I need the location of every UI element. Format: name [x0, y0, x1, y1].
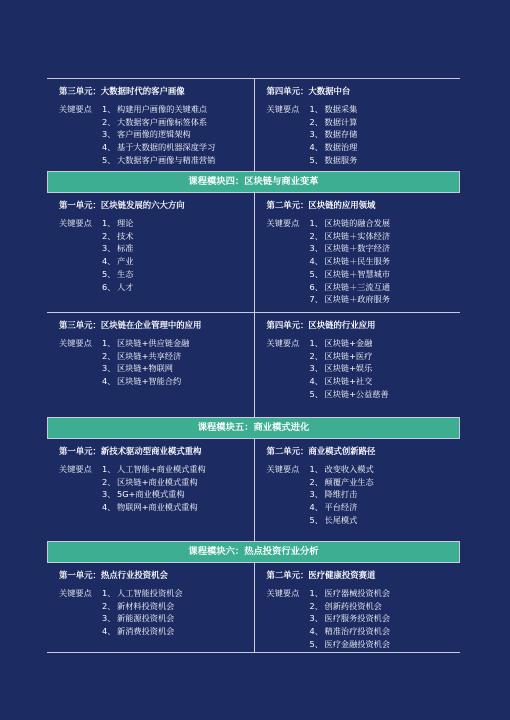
list-item-number: 1、 [102, 104, 116, 114]
list-item-text: 医疗服务投资机会 [324, 613, 391, 624]
list-item-text: 区块链+共享经济 [117, 350, 182, 361]
list-item-number: 4、 [102, 376, 116, 387]
list-item-number: 5、 [309, 268, 323, 279]
list-item-text: 区块链+公益慈善 [324, 388, 389, 399]
key-points-list [310, 103, 461, 167]
list-item-number: 5、 [309, 514, 323, 525]
list-item [310, 242, 461, 255]
list-item [102, 281, 254, 294]
list-item [310, 501, 461, 514]
list-item [310, 230, 461, 243]
list-item [102, 141, 254, 154]
list-item [310, 375, 461, 388]
list-item-text: 颠覆产业生态 [324, 476, 374, 487]
list-item [310, 362, 461, 375]
list-item-number: 2、 [102, 230, 116, 241]
list-item [310, 350, 461, 363]
list-item-text: 技术 [117, 230, 134, 241]
list-item-text: 人才 [117, 281, 134, 292]
list-item-number: 3、 [309, 243, 323, 254]
module-title: 课程模块四：区块链与商业变革 [47, 172, 460, 192]
list-item-number: 6、 [102, 281, 116, 292]
list-item [310, 281, 461, 294]
list-item-number: 1、 [309, 588, 323, 598]
list-item-number: 5、 [309, 154, 323, 165]
unit-title: 第三单元：区块链在企业管理中的应用 [59, 320, 202, 330]
list-item-text: 区块链＋实体经济 [324, 230, 391, 241]
list-item-text: 区块链+社交 [324, 376, 373, 387]
key-points-list [310, 463, 461, 527]
list-item-number: 1、 [102, 218, 116, 228]
list-item [102, 362, 254, 375]
list-item [310, 337, 461, 350]
list-item-text: 数据服务 [324, 154, 358, 165]
unit-title: 第二单元：医疗健康投资赛道 [266, 570, 376, 580]
unit-row [47, 78, 460, 172]
list-item-text: 生态 [117, 268, 134, 279]
list-item [310, 128, 461, 141]
key-points-list [102, 217, 254, 293]
list-item [310, 103, 461, 116]
list-item-number: 7、 [309, 294, 323, 305]
list-item-number: 3、 [102, 243, 116, 254]
list-item-number: 4、 [102, 502, 116, 513]
unit-cell [254, 439, 461, 541]
list-item-text: 区块链+娱乐 [324, 363, 373, 374]
list-item-text: 大数据客户画像标签体系 [117, 116, 208, 127]
key-points-label: 关键要点 [266, 338, 300, 348]
key-points-label: 关键要点 [59, 338, 92, 348]
list-item-text: 客户画像的逻辑架构 [117, 129, 191, 140]
list-item-number: 5、 [102, 268, 116, 279]
list-item-text: 精准治疗投资机会 [324, 626, 391, 637]
list-item-number: 3、 [309, 613, 323, 624]
unit-row [47, 313, 460, 418]
list-item [310, 587, 461, 600]
list-item-number: 4、 [309, 626, 323, 637]
unit-title: 第一单元：热点行业投资机会 [59, 570, 168, 580]
list-item-number: 1、 [309, 104, 323, 114]
list-item-text: 标准 [117, 243, 134, 254]
list-item-text: 物联网+商业模式重构 [117, 502, 198, 513]
list-item-number: 2、 [309, 230, 323, 241]
unit-cell [47, 439, 254, 541]
list-item [102, 375, 254, 388]
list-item-number: 1、 [309, 464, 323, 474]
list-item-text: 区块链+医疗 [324, 350, 373, 361]
list-item [102, 103, 254, 116]
list-item [102, 255, 254, 268]
key-points-label: 关键要点 [266, 588, 300, 598]
list-item-number: 4、 [102, 626, 116, 637]
list-item-number: 3、 [102, 613, 116, 624]
list-item-text: 数据治理 [324, 142, 358, 153]
list-item [310, 514, 461, 527]
list-item-text: 数据计算 [324, 116, 358, 127]
list-item-number: 2、 [309, 116, 323, 127]
list-item [310, 612, 461, 625]
list-item [310, 141, 461, 154]
list-item-number: 4、 [309, 502, 323, 513]
unit-title: 第二单元：商业模式创新路径 [266, 446, 376, 456]
list-item-text: 产业 [117, 256, 134, 267]
list-item-number: 3、 [102, 129, 116, 140]
list-item-text: 区块链＋数字经济 [324, 243, 391, 254]
list-item-number: 3、 [309, 489, 323, 500]
list-item-text: 区块链＋政府服务 [324, 294, 391, 305]
list-item-text: 医疗器械投资机会 [324, 588, 391, 598]
list-item [310, 255, 461, 268]
list-item [310, 638, 461, 651]
list-item-text: 区块链＋民生服务 [324, 256, 391, 267]
list-item-text: 区块链+供应链金融 [117, 338, 190, 348]
list-item-number: 4、 [102, 142, 116, 153]
key-points-label: 关键要点 [266, 104, 300, 114]
list-item-number: 2、 [309, 476, 323, 487]
unit-cell [47, 193, 254, 312]
list-item-number: 1、 [309, 338, 323, 348]
list-item-text: 大数据客户画像与精准营销 [117, 154, 216, 165]
list-item-number: 3、 [309, 129, 323, 140]
list-item [102, 154, 254, 167]
list-item [310, 388, 461, 401]
list-item-text: 区块链+金融 [324, 338, 373, 348]
list-item-number: 3、 [102, 363, 116, 374]
list-item-number: 2、 [102, 600, 116, 611]
key-points-list [310, 337, 461, 401]
list-item-text: 人工智能+商业模式重构 [117, 464, 206, 474]
unit-cell [47, 563, 254, 652]
list-item [310, 600, 461, 613]
list-item [102, 463, 254, 476]
unit-row [47, 438, 460, 542]
unit-cell [254, 79, 461, 171]
list-item-number: 1、 [102, 338, 116, 348]
unit-title: 第四单元：区块链的行业应用 [266, 320, 376, 330]
list-item-number: 4、 [309, 256, 323, 267]
list-item [310, 217, 461, 230]
list-item-number: 5、 [102, 154, 116, 165]
list-item-number: 2、 [102, 350, 116, 361]
list-item [102, 128, 254, 141]
key-points-label: 关键要点 [59, 218, 92, 228]
list-item-text: 改变收入模式 [324, 464, 374, 474]
list-item-number: 2、 [309, 350, 323, 361]
list-item-number: 4、 [309, 142, 323, 153]
list-item-number: 1、 [102, 588, 116, 598]
list-item-number: 3、 [102, 489, 116, 500]
list-item [310, 293, 461, 306]
list-item [102, 217, 254, 230]
list-item [102, 116, 254, 129]
list-item-number: 1、 [102, 464, 116, 474]
list-item [102, 612, 254, 625]
list-item [102, 350, 254, 363]
list-item [102, 242, 254, 255]
list-item-number: 5、 [309, 638, 323, 649]
list-item [310, 116, 461, 129]
module-title: 课程模块五：商业模式进化 [47, 418, 460, 438]
list-item [310, 463, 461, 476]
list-item-text: 区块链+智能合约 [117, 376, 182, 387]
list-item [102, 501, 254, 514]
list-item-text: 降维打击 [324, 489, 358, 500]
list-item-text: 人工智能投资机会 [117, 588, 183, 598]
list-item-number: 5、 [309, 388, 323, 399]
list-item-text: 新能源投资机会 [117, 613, 175, 624]
list-item [310, 476, 461, 489]
unit-title: 第三单元：大数据时代的客户画像 [59, 86, 185, 96]
list-item-number: 1、 [309, 218, 323, 228]
list-item [310, 488, 461, 501]
unit-title: 第一单元：区块链发展的六大方向 [59, 200, 185, 210]
list-item-text: 区块链＋三流互通 [324, 281, 391, 292]
list-item-text: 新消费投资机会 [117, 626, 175, 637]
unit-cell [47, 313, 254, 417]
unit-cell [47, 79, 254, 171]
key-points-list [102, 103, 254, 167]
list-item-number: 2、 [309, 600, 323, 611]
module-title: 课程模块六：热点投资行业分析 [47, 542, 460, 562]
key-points-label: 关键要点 [59, 104, 92, 114]
list-item-number: 3、 [309, 363, 323, 374]
key-points-list [102, 587, 254, 638]
list-item [310, 625, 461, 638]
unit-row [47, 192, 460, 313]
list-item-text: 区块链的融合发展 [324, 218, 391, 228]
list-item-text: 区块链+物联网 [117, 363, 173, 374]
list-item-text: 理论 [117, 218, 134, 228]
key-points-label: 关键要点 [59, 464, 92, 474]
key-points-list [310, 217, 461, 306]
list-item-text: 5G+商业模式重构 [117, 489, 185, 500]
list-item-text: 区块链+商业模式重构 [117, 476, 198, 487]
list-item [310, 154, 461, 167]
key-points-list [102, 463, 254, 514]
list-item [102, 625, 254, 638]
list-item [102, 600, 254, 613]
list-item [102, 268, 254, 281]
key-points-label: 关键要点 [266, 464, 300, 474]
list-item [102, 476, 254, 489]
key-points-label: 关键要点 [266, 218, 300, 228]
unit-cell [254, 193, 461, 312]
list-item-text: 构建用户画像的关键难点 [117, 104, 208, 114]
list-item-number: 2、 [102, 476, 116, 487]
unit-title: 第四单元：大数据中台 [266, 86, 351, 96]
list-item-text: 长尾模式 [324, 514, 358, 525]
unit-title: 第一单元：新技术驱动型商业模式重构 [59, 446, 202, 456]
list-item-number: 6、 [309, 281, 323, 292]
list-item [102, 488, 254, 501]
unit-row [47, 562, 460, 653]
list-item-text: 医疗金融投资机会 [324, 638, 391, 649]
list-item-text: 数据存储 [324, 129, 358, 140]
key-points-list [102, 337, 254, 388]
list-item-text: 基于大数据的机器深度学习 [117, 142, 216, 153]
course-outline-table [47, 78, 460, 653]
list-item-text: 创新药投资机会 [324, 600, 382, 611]
list-item-number: 4、 [102, 256, 116, 267]
list-item-text: 新材料投资机会 [117, 600, 175, 611]
list-item-number: 2、 [102, 116, 116, 127]
key-points-label: 关键要点 [59, 588, 92, 598]
list-item-text: 平台经济 [324, 502, 358, 513]
list-item [102, 230, 254, 243]
list-item [102, 337, 254, 350]
list-item-text: 区块链＋智慧城市 [324, 268, 391, 279]
unit-cell [254, 563, 461, 652]
list-item [102, 587, 254, 600]
list-item-number: 4、 [309, 376, 323, 387]
key-points-list [310, 587, 461, 651]
unit-cell [254, 313, 461, 417]
list-item [310, 268, 461, 281]
list-item-text: 数据采集 [324, 104, 358, 114]
unit-title: 第二单元：区块链的应用领域 [266, 200, 376, 210]
